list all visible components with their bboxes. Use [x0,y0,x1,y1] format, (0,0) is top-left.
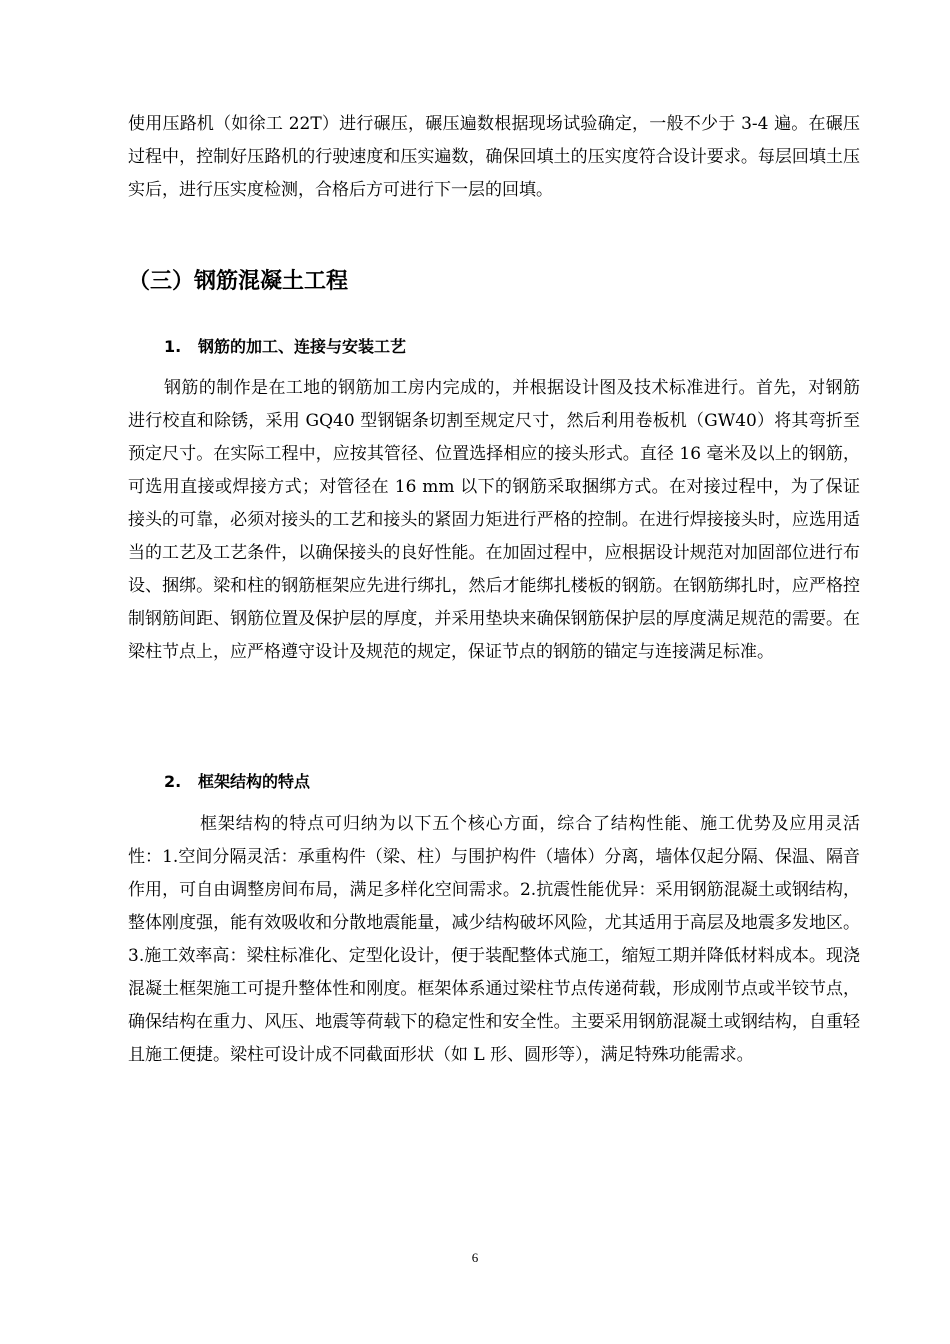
paragraph-rebar-process: 钢筋的制作是在工地的钢筋加工房内完成的，并根据设计图及技术标准进行。首先，对钢筋进行校直和除锈，采用 GQ40 型钢锯条切割至规定尺寸，然后利用卷板机（GW40）将其弯折至预定尺寸。在实际工程中，应按其管径、位置选择相应的接头形式。直径 16 毫米及以上的钢筋，可选用直接或焊接方式；对管径在 16 mm 以下的钢筋采取捆绑方式。在对接过程中，为了保证接头的可靠，必须对接头的工艺和接头的紧固力矩进行严格的控制。在进行焊接接头时，应选用适当的工艺及工艺条件，以确保接头的良好性能。在加固过程中，应根据设计规范对加固部位进行布设、捆绑。梁和柱的钢筋框架应先进行绑扎，然后才能绑扎楼板的钢筋。在钢筋绑扎时，应严格控制钢筋间距、钢筋位置及保护层的厚度，并采用垫块来确保钢筋保护层的厚度满足规范的需要。在梁柱节点上，应严格遵守设计及规范的规定，保证节点的钢筋的锚定与连接满足标准。 [128,378,860,662]
subheading-frame-features [164,770,310,794]
subheading-number: 1. [164,337,182,356]
paragraph-frame-features: 框架结构的特点可归纳为以下五个核心方面，综合了结构性能、施工优势及应用灵活性：1.空间分隔灵活：承重构件（梁、柱）与围护构件（墙体）分离，墙体仅起分隔、保温、隔音作用，可自由调整房间布局，满足多样化空间需求。2.抗震性能优异：采用钢筋混凝土或钢结构，整体刚度强，能有效吸收和分散地震能量，减少结构破坏风险，尤其适用于高层及地震多发地区。3.施工效率高：梁柱标准化、定型化设计，便于装配整体式施工，缩短工期并降低材料成本。现浇混凝土框架施工可提升整体性和刚度。框架体系通过梁柱节点传递荷载，形成刚节点或半铰节点，确保结构在重力、风压、地震等荷载下的稳定性和安全性。主要采用钢筋混凝土或钢结构，自重轻且施工便捷。梁柱可设计成不同截面形状（如 L 形、圆形等），满足特殊功能需求。 [128,814,860,1065]
paragraph-backfill-compaction: 使用压路机（如徐工 22T）进行碾压，碾压遍数根据现场试验确定，一般不少于 3-4 遍。在碾压过程中，控制好压路机的行驶速度和压实遍数，确保回填土的压实度符合设计要求。每层回填土压实后，进行压实度检测，合格后方可进行下一层的回填。 [128,114,860,200]
subheading-title: 框架结构的特点 [198,772,311,791]
section-heading: （三）钢筋混凝土工程 [128,269,349,294]
subheading-title: 钢筋的加工、连接与安装工艺 [198,337,407,356]
subheading-rebar-process [164,335,406,359]
page-number: 6 [471,1250,479,1265]
subheading-number: 2. [164,772,182,791]
